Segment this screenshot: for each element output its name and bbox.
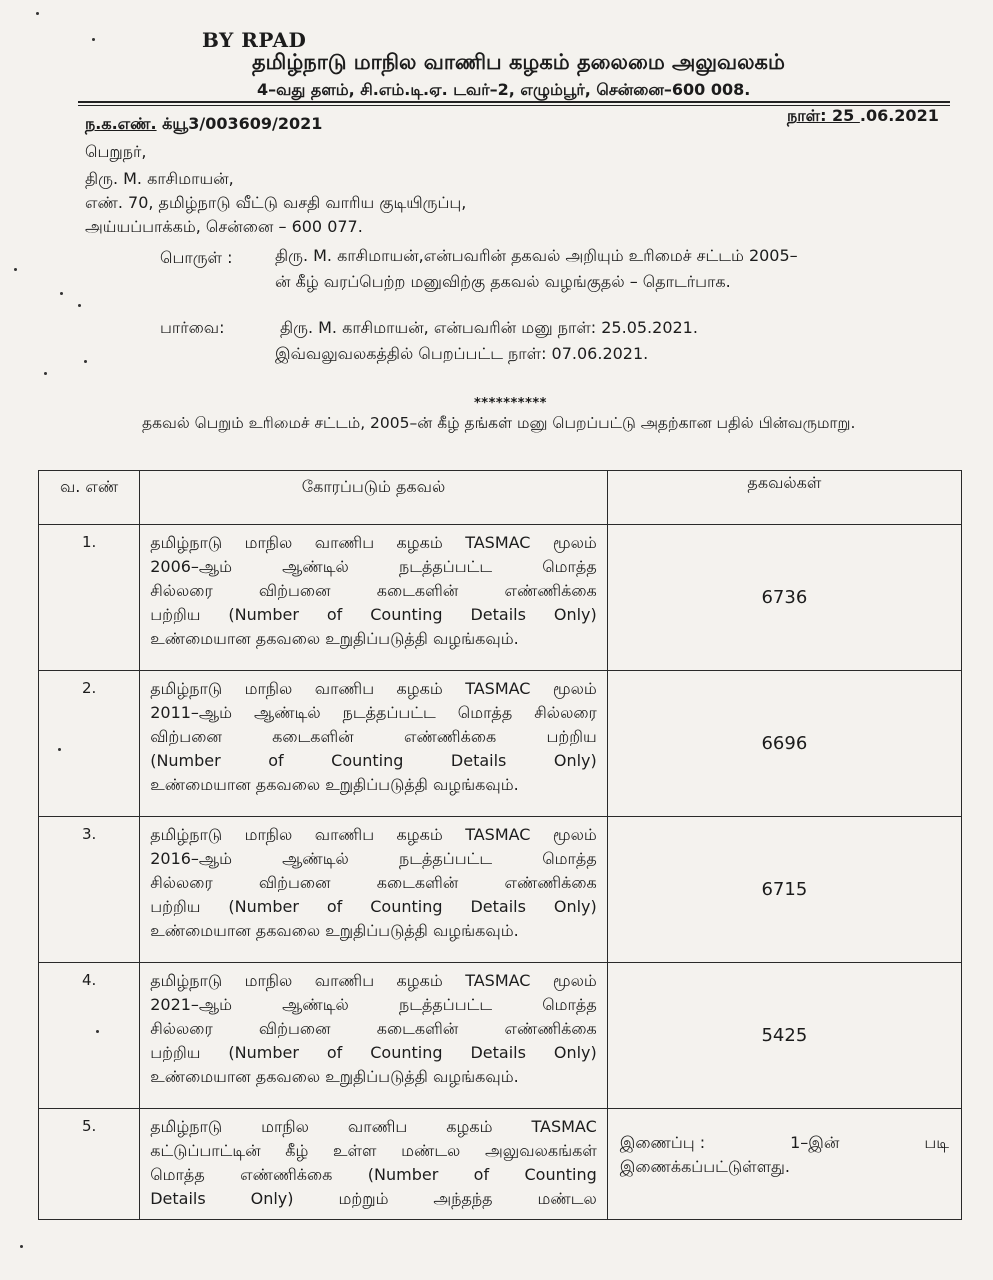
- dispatch-mode: BY RPAD: [202, 28, 307, 52]
- scan-speck: [60, 292, 63, 295]
- reference-value: க்யூ3/003609/2021: [156, 114, 323, 133]
- letter-date: [787, 106, 939, 127]
- desc-line: பற்றிய (Number of Counting Details Only): [150, 897, 597, 916]
- desc-line: உண்மையான தகவலை உறுதிப்படுத்தி வழங்கவும்.: [150, 775, 519, 794]
- attachment-label: இணைப்பு :: [619, 1133, 706, 1152]
- attachment-line2: இணைக்கப்பட்டுள்ளது.: [619, 1157, 790, 1176]
- date-value: .06.2021: [859, 106, 939, 125]
- desc-line: சில்லரை விற்பனை கடைகளின் எண்ணிக்கை: [150, 1019, 597, 1038]
- desc-line: சில்லரை விற்பனை கடைகளின் எண்ணிக்கை: [150, 873, 597, 892]
- reference-line2: இவ்வலுவலகத்தில் பெறப்பட்ட நாள்: 07.06.2021.: [275, 344, 649, 363]
- organization-name: தமிழ்நாடு மாநில வாணிப கழகம் தலைமை அலுவலகம்: [252, 50, 785, 74]
- row-number: 3.: [39, 817, 140, 963]
- desc-line: சில்லரை விற்பனை கடைகளின் எண்ணிக்கை: [150, 581, 597, 600]
- desc-line: தமிழ்நாடு மாநில வாணிப கழகம் TASMAC: [150, 1117, 597, 1136]
- recipient-name: திரு. M. காசிமாயன்,: [85, 169, 234, 188]
- table-row: [39, 671, 962, 817]
- desc-line: 2016–ஆம் ஆண்டில் நடத்தப்பட்ட மொத்த: [150, 849, 597, 868]
- desc-line: பற்றிய (Number of Counting Details Only): [150, 605, 597, 624]
- table-row: [39, 963, 962, 1109]
- row-number: 4.: [39, 963, 140, 1109]
- table-row: [39, 817, 962, 963]
- row-description: [140, 525, 608, 671]
- row-description: [140, 671, 608, 817]
- desc-line: பற்றிய (Number of Counting Details Only): [150, 1043, 597, 1062]
- reference-line1: திரு. M. காசிமாயன், என்பவரின் மனு நாள்: 25.05.2021.: [280, 318, 698, 337]
- subject-line2: ன் கீழ் வரப்பெற்ற மனுவிற்கு தகவல் வழங்குதல் – தொடர்பாக.: [275, 272, 731, 291]
- attachment-note: [607, 1109, 961, 1220]
- table-row: [39, 1109, 962, 1220]
- desc-line: 2011–ஆம் ஆண்டில் நடத்தப்பட்ட மொத்த சில்லரை: [150, 703, 597, 722]
- desc-line: (Number of Counting Details Only): [150, 751, 597, 770]
- scan-speck: [84, 360, 87, 363]
- attachment-line1: [620, 1131, 949, 1155]
- row-value: 6696: [607, 671, 961, 817]
- desc-line: மொத்த எண்ணிக்கை (Number of Counting: [150, 1165, 597, 1184]
- desc-line: கட்டுப்பாட்டின் கீழ் உள்ள மண்டல அலுவலகங்கள்: [150, 1141, 597, 1160]
- row-number: 5.: [39, 1109, 140, 1220]
- row-description: [140, 817, 608, 963]
- desc-line: 2006–ஆம் ஆண்டில் நடத்தப்பட்ட மொத்த: [150, 557, 597, 576]
- intro-text: தகவல் பெறும் உரிமைச் சட்டம், 2005–ன் கீழ் தங்கள் மனு பெறப்பட்டு அதற்கான பதில் பின்வருமாறு.: [142, 414, 856, 432]
- reference-section-label: பார்வை:: [160, 318, 225, 337]
- subject-line1: திரு. M. காசிமாயன்,என்பவரின் தகவல் அறியும் உரிமைச் சட்டம் 2005–: [275, 246, 798, 265]
- header-serial-no: வ. எண்: [39, 471, 140, 525]
- row-value: 6715: [607, 817, 961, 963]
- table-header-row: [39, 471, 962, 525]
- scan-speck: [96, 1030, 99, 1033]
- desc-line: உண்மையான தகவலை உறுதிப்படுத்தி வழங்கவும்.: [150, 921, 519, 940]
- recipient-address-line1: எண். 70, தமிழ்நாடு வீட்டு வசதி வாரிய குடியிருப்பு,: [85, 193, 467, 212]
- recipient-heading: பெறுநர்,: [85, 142, 147, 161]
- desc-line: விற்பனை கடைகளின் எண்ணிக்கை பற்றிய: [150, 727, 597, 746]
- row-description: [140, 963, 608, 1109]
- header-requested-info: கோரப்படும் தகவல்: [140, 471, 608, 525]
- row-number: 1.: [39, 525, 140, 671]
- desc-line: 2021–ஆம் ஆண்டில் நடத்தப்பட்ட மொத்த: [150, 995, 597, 1014]
- subject-label: பொருள் :: [160, 248, 233, 267]
- desc-line: உண்மையான தகவலை உறுதிப்படுத்தி வழங்கவும்.: [150, 629, 519, 648]
- scan-speck: [36, 12, 39, 15]
- information-table: [38, 470, 962, 1220]
- reference-label: ந.க.எண்.: [85, 114, 157, 133]
- date-label: நாள்: 25: [787, 106, 860, 125]
- separator: **********: [474, 396, 547, 411]
- recipient-address-line2: அய்யப்பாக்கம், சென்னை – 600 077.: [85, 217, 363, 236]
- row-description: [140, 1109, 608, 1220]
- scan-speck: [58, 748, 61, 751]
- desc-line: தமிழ்நாடு மாநில வாணிப கழகம் TASMAC மூலம்: [150, 533, 597, 552]
- row-value: 5425: [607, 963, 961, 1109]
- scan-speck: [14, 268, 17, 271]
- scan-speck: [78, 304, 81, 307]
- attachment-ref: 1–இன்: [790, 1133, 840, 1152]
- desc-line: Details Only) மற்றும் அந்தந்த மண்டல: [150, 1189, 597, 1208]
- header-information: தகவல்கள்: [607, 471, 961, 525]
- table-row: [39, 525, 962, 671]
- reference-number: [85, 114, 322, 135]
- attachment-tail: படி: [924, 1133, 949, 1152]
- desc-line: தமிழ்நாடு மாநில வாணிப கழகம் TASMAC மூலம்: [150, 971, 597, 990]
- desc-line: தமிழ்நாடு மாநில வாணிப கழகம் TASMAC மூலம்: [150, 679, 597, 698]
- organization-address: 4–வது தளம், சி.எம்.டி.ஏ. டவர்–2, எழும்பூர், சென்னை–600 008.: [257, 80, 751, 99]
- desc-line: தமிழ்நாடு மாநில வாணிப கழகம் TASMAC மூலம்: [150, 825, 597, 844]
- row-value: 6736: [607, 525, 961, 671]
- scan-speck: [92, 38, 95, 41]
- header-divider: [78, 101, 950, 103]
- row-number: 2.: [39, 671, 140, 817]
- scan-speck: [20, 1245, 23, 1248]
- desc-line: உண்மையான தகவலை உறுதிப்படுத்தி வழங்கவும்.: [150, 1067, 519, 1086]
- scan-speck: [44, 372, 47, 375]
